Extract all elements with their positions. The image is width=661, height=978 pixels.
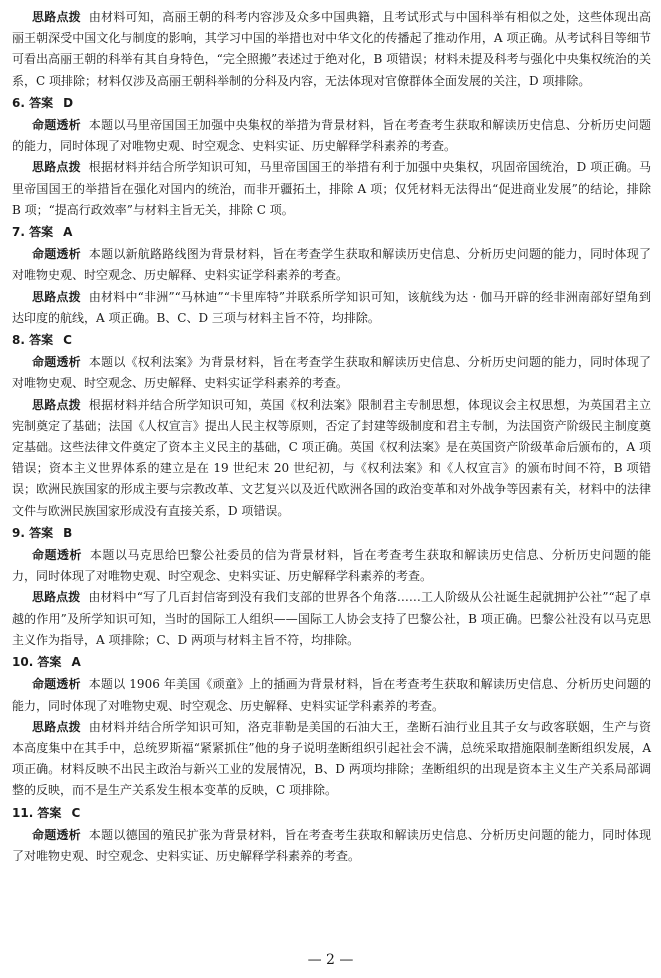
analysis-paragraph xyxy=(12,545,651,587)
section-label: 命题透析 xyxy=(32,247,81,262)
answer-content xyxy=(12,7,651,867)
solution-paragraph xyxy=(12,395,651,522)
paragraph-text: 本题以《权利法案》为背景材料，旨在考查学生获取和解读历史信息、分析历史问题的能力，同时体现了对唯物史观、时空观念、历史解释、史料实证学科素养的考查。 xyxy=(12,355,651,391)
answer-value: C xyxy=(71,805,81,820)
section-label: 思路点拨 xyxy=(32,719,81,734)
section-label: 思路点拨 xyxy=(32,10,81,24)
solution-paragraph xyxy=(12,717,651,802)
section-label: 命题透析 xyxy=(32,827,81,842)
paragraph-text: 本题以新航路路线图为背景材料，旨在考查学生获取和解读历史信息、分析历史问题的能力，同时体现了对唯物史观、时空观念、历史解释、史料实证学科素养的考查。 xyxy=(12,247,651,283)
analysis-paragraph xyxy=(12,352,651,394)
answer-value: B xyxy=(63,525,73,540)
section-label: 思路点拨 xyxy=(32,160,81,175)
paragraph-text: 由材料中“非洲”“马林迪”“卡里库特”并联系所学知识可知，该航线为达 · 伽马开辟的经非洲南部好望角到达印度的航线，A 项正确。B、C、D 三项与材料主旨不符，均排除。 xyxy=(12,289,651,325)
analysis-paragraph xyxy=(12,674,651,716)
answer-label: 6. 答案 xyxy=(12,95,54,110)
paragraph-text: 由材料并结合所学知识可知，洛克菲勒是美国的石油大王，垄断石油行业且其子女与政客联姻，生产与资本高度集中在其手中，总统罗斯福“紧紧抓住”他的身子说明垄断组织引起社会不满，总统采取措施限制垄断组织发展，A 项正确。材料反映不出民主政治与新兴工业的发展情况，B、D 两项均排除；垄断组织的出现是资本主义生产关系局部调整的反映，而不是生产关系发生根本变革的反映，C 项排除。 xyxy=(12,719,651,798)
paragraph-text: 根据材料并结合所学知识可知，英国《权利法案》限制君主专制思想，体现议会主权思想，为英国君主立宪制奠定了基础；法国《人权宣言》提出人民主权等原则，否定了封建等级制度和君主专制，为法国资产阶级民主制度奠定基础。这些法律文件奠定了资本主义民主的基础，C 项正确。英国《权利法案》是在英国资产阶级革命后颁布的，A 项错误；资本主义世界体系的建立是在 19 世纪末 20 世纪初，与《权利法案》和《人权宣言》的颁布时间不符，B 项错误；欧洲民族国家的形成主要与宗教改革、文艺复兴以及近代欧洲各国的政治变革和对外战争等因素有关，材料中的法律文件与欧洲民族国家形成没有直接关系，D 项错误。 xyxy=(12,397,651,518)
section-label: 命题透析 xyxy=(32,548,82,563)
section-label: 命题透析 xyxy=(32,118,81,133)
analysis-paragraph xyxy=(12,244,651,286)
answer-label: 9. 答案 xyxy=(12,525,54,540)
paragraph-text: 本题以 1906 年美国《顽童》上的插画为背景材料，旨在考查考生获取和解读历史信息、分析历史问题的能力，同时体现了对唯物史观、时空观念、历史解释、史料实证学科素养的考查。 xyxy=(12,677,651,713)
solution-paragraph xyxy=(12,287,651,329)
answer-line xyxy=(12,93,651,114)
section-label: 思路点拨 xyxy=(32,289,81,304)
answer-label: 8. 答案 xyxy=(12,333,54,348)
solution-paragraph xyxy=(12,7,651,92)
section-label: 命题透析 xyxy=(32,355,81,370)
paragraph-text: 本题以马克思给巴黎公社委员的信为背景材料，旨在考查考生获取和解读历史信息、分析历史问题的能力，同时体现了对唯物史观、时空观念、史料实证、历史解释学科素养的考查。 xyxy=(12,548,651,584)
answer-value: C xyxy=(63,333,72,348)
paragraph-text: 本题以马里帝国国王加强中央集权的举措为背景材料，旨在考查考生获取和解读历史信息、分析历史问题的能力，同时体现了对唯物史观、时空观念、史料实证、历史解释学科素养的考查。 xyxy=(12,118,651,154)
analysis-paragraph xyxy=(12,115,651,157)
answer-value: A xyxy=(71,655,81,670)
solution-paragraph xyxy=(12,587,651,651)
section-label: 思路点拨 xyxy=(32,397,81,412)
answer-line xyxy=(12,523,651,544)
solution-paragraph xyxy=(12,157,651,221)
page-number: — 2 — xyxy=(307,952,354,968)
paragraph-text: 由材料可知，高丽王朝的科考内容涉及众多中国典籍，且考试形式与中国科举有相似之处，这些体现出高丽王朝深受中国文化与制度的影响，其学习中国的举措也对中华文化的传播起了推动作用，A 项正确。从考试科目等细节可看出高丽王朝的科举有其自身特色，“完全照搬”表述过于绝对化，B 项错误；材料未提及科考与强化中央集权统治的关系，C 项排除；材料仅涉及高丽王朝科举制的分科及内容，无法体现对官僚群体全面发展的关注，D 项排除。 xyxy=(12,10,651,88)
answer-label: 11. 答案 xyxy=(12,805,62,820)
paragraph-text: 根据材料并结合所学知识可知，马里帝国国王的举措有利于加强中央集权，巩固帝国统治，D 项正确。马里帝国国王的举措旨在强化对国内的统治，而非开疆拓土，排除 A 项；仅凭材料无法得出“促进商业发展”的结论，排除 B 项；“提高行政效率”与材料主旨无关，排除 C 项。 xyxy=(12,160,651,217)
answer-line xyxy=(12,652,651,673)
analysis-paragraph xyxy=(12,825,651,867)
answer-label: 7. 答案 xyxy=(12,225,54,240)
answer-line xyxy=(12,222,651,243)
answer-value: D xyxy=(63,95,74,110)
paragraph-text: 由材料中“写了几百封信寄到没有我们支部的世界各个角落……工人阶级从公社诞生起就拥护公社”“起了卓越的作用”及所学知识可知，当时的国际工人组织——国际工人协会支持了巴黎公社，B 项正确。巴黎公社没有以马克思主义作为指导，A 项排除；C、D 两项与材料主旨不符，均排除。 xyxy=(12,590,651,647)
section-label: 思路点拨 xyxy=(32,590,81,605)
section-label: 命题透析 xyxy=(32,677,81,692)
answer-line xyxy=(12,803,651,824)
paragraph-text: 本题以德国的殖民扩张为背景材料，旨在考查考生获取和解读历史信息、分析历史问题的能力，同时体现了对唯物史观、时空观念、史料实证、历史解释学科素养的考查。 xyxy=(12,827,651,863)
answer-label: 10. 答案 xyxy=(12,655,62,670)
answer-value: A xyxy=(63,225,73,240)
answer-line xyxy=(12,330,651,351)
